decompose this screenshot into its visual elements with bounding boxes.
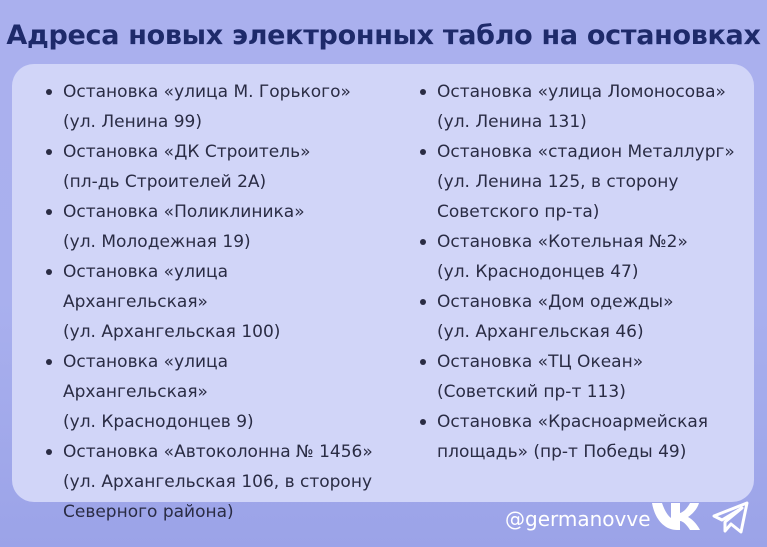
list-item-text: Остановка «Дом одежды» (ул. Архангельская 46) [437,292,674,342]
list-item [420,137,740,227]
list-item [46,137,376,197]
bullet [46,89,52,95]
bullet [46,269,52,275]
list-item-text: Остановка «улица М. Горького» (ул. Ленина 99) [63,82,351,132]
list-item-text: Остановка «ДК Строитель» (пл-дь Строителей 2А) [63,142,311,192]
bullet [420,419,426,425]
list-item-text: Остановка «ТЦ Океан» (Советский пр-т 113) [437,352,644,402]
bullet [46,149,52,155]
list-item [420,77,740,137]
bullet [46,209,52,215]
bullet [420,239,426,245]
right-address-list [420,77,740,467]
telegram-icon[interactable] [712,501,750,535]
bullet [420,149,426,155]
list-item-text: Остановка «Поликлиника» (ул. Молодежная 19) [63,202,305,252]
list-item-text: Остановка «Котельная №2» (ул. Краснодонцев 47) [437,232,688,282]
list-item [46,257,376,347]
bullet [46,359,52,365]
social-handle: @germanovve [505,507,651,531]
list-item [46,437,376,527]
list-item [420,287,740,347]
bullet [420,89,426,95]
list-item-text: Остановка «улица Архангельская» (ул. Архангельская 100) [63,262,281,342]
bullet [420,359,426,365]
list-item-text: Остановка «улица Архангельская» (ул. Краснодонцев 9) [63,352,254,432]
list-item-text: Остановка «Красноармейская площадь» (пр-т Победы 49) [437,412,709,462]
list-item [420,227,740,287]
list-item [46,77,376,137]
list-item-text: Остановка «улица Ломоносова» (ул. Ленина 131) [437,82,726,132]
vk-icon[interactable] [650,500,702,532]
list-item [420,347,740,407]
left-address-list [46,77,376,527]
list-item-text: Остановка «Автоколонна № 1456» (ул. Архангельская 106, в сторону Северного района) [63,442,373,522]
list-item [420,407,740,467]
list-item [46,197,376,257]
list-item-text: Остановка «стадион Металлург» (ул. Ленина 125, в сторону Советского пр-та) [437,142,735,222]
list-item [46,347,376,437]
bullet [46,449,52,455]
bullet [420,299,426,305]
page-title: Адреса новых электронных табло на остановках [6,20,761,51]
